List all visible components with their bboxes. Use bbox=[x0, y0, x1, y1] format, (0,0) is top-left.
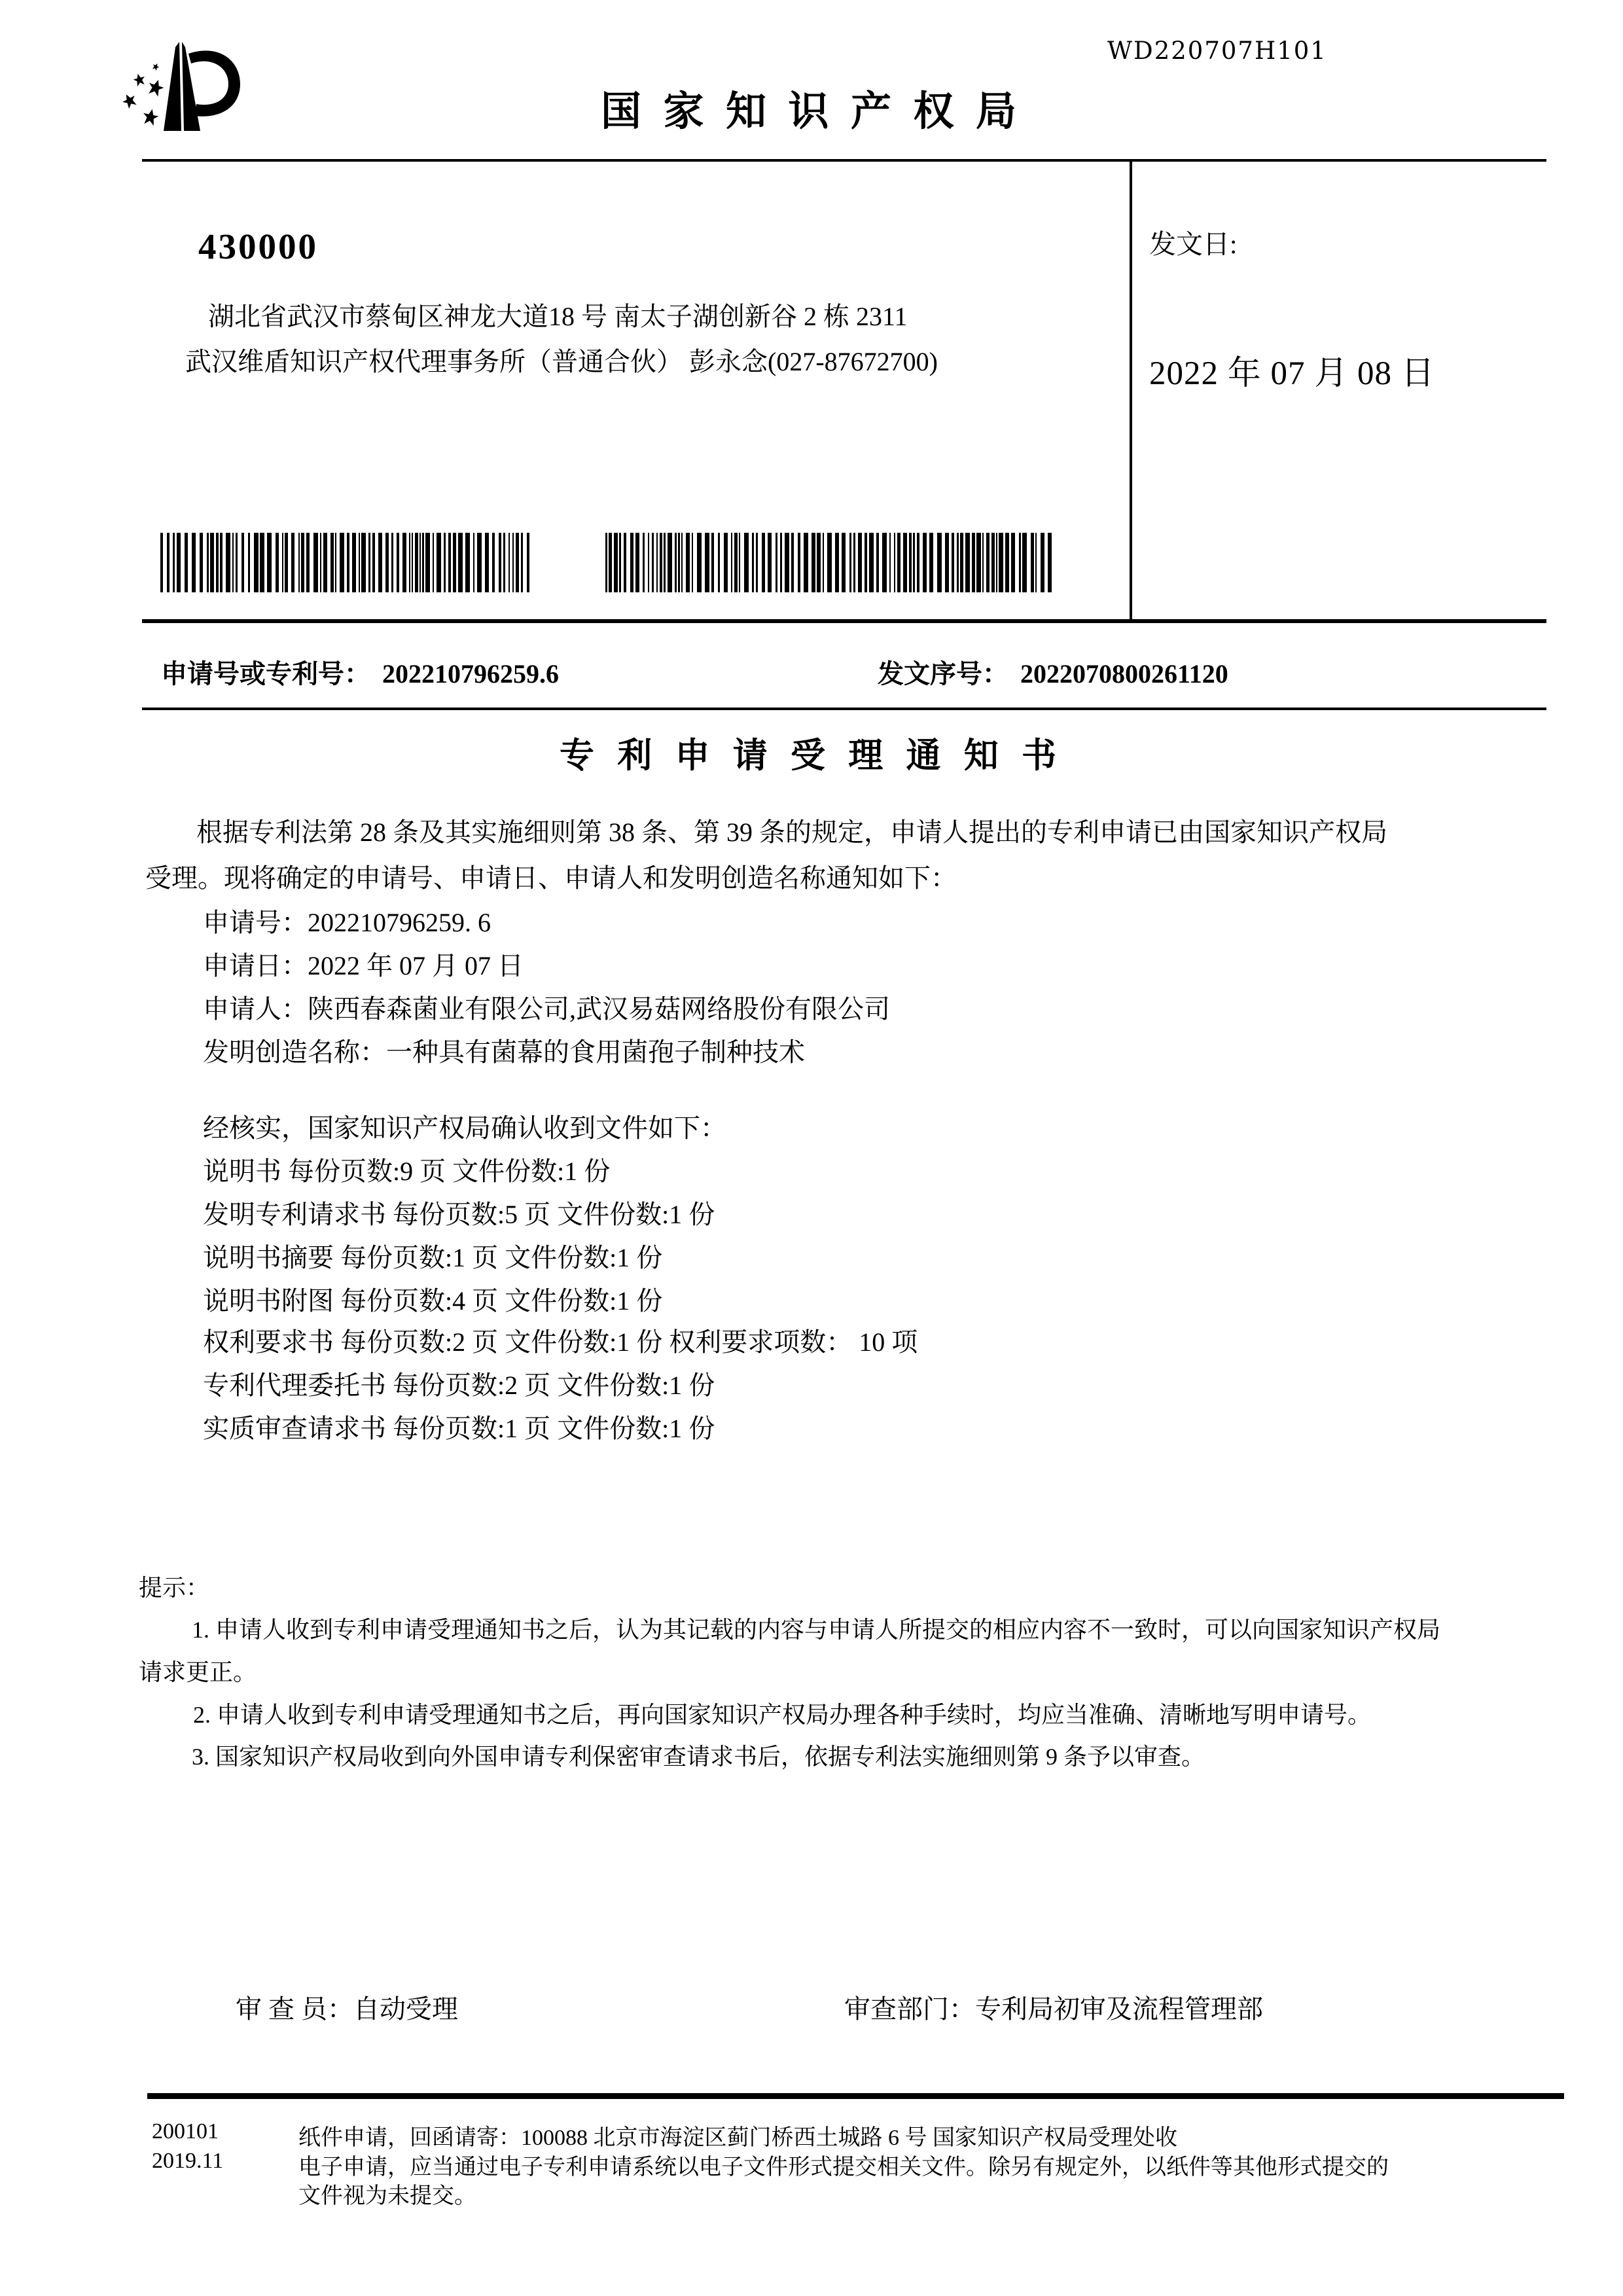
application-number-value: 202210796259.6 bbox=[382, 659, 559, 689]
tip-line: 2. 申请人收到专利申请受理通知书之后，再向国家知识产权局办理各种手续时，均应当准确、清晰地写明申请号。 bbox=[193, 1702, 1372, 1728]
field-invention-title bbox=[203, 1031, 805, 1069]
field-label: 申请号： bbox=[203, 908, 308, 937]
field-value: 202210796259. 6 bbox=[308, 908, 491, 937]
document-item: 说明书摘要 每份页数:1 页 文件份数:1 份 bbox=[203, 1243, 663, 1272]
tip-line: 1. 申请人收到专利申请受理通知书之后，认为其记载的内容与申请人所提交的相应内容不一致时，可以向国家知识产权局 bbox=[192, 1617, 1441, 1643]
department-group bbox=[844, 1988, 1263, 2026]
numbers-row-bottom-rule bbox=[142, 708, 1546, 710]
serial-number-group bbox=[878, 653, 1228, 691]
footer-instruction-line1: 纸件申请，回函请寄：100088 北京市海淀区蓟门桥西土城路 6 号 国家知识产权局受理处收 bbox=[298, 2126, 1177, 2150]
tips-label: 提示： bbox=[139, 1575, 210, 1601]
tip-line: 请求更正。 bbox=[139, 1659, 257, 1685]
agency-title: 国 家 知 识 产 权 局 bbox=[600, 90, 1022, 134]
field-label: 申请日： bbox=[203, 951, 308, 980]
application-number-group bbox=[161, 653, 559, 691]
footer-instruction-line3: 文件视为未提交。 bbox=[298, 2184, 476, 2208]
intro-paragraph-line1: 根据专利法第 28 条及其实施细则第 38 条、第 39 条的规定，申请人提出的专利申请已由国家知识产权局 bbox=[196, 817, 1387, 847]
department-label: 审查部门： bbox=[844, 1994, 975, 2024]
document-ref-code: WD220707H101 bbox=[1107, 37, 1327, 65]
examiner-label: 审 查 员： bbox=[236, 1994, 353, 2024]
header-box-top-rule bbox=[142, 159, 1546, 162]
field-label: 申请人： bbox=[203, 994, 308, 1024]
intro-paragraph-line2: 受理。现将确定的申请号、申请日、申请人和发明创造名称通知如下： bbox=[145, 863, 957, 893]
field-value: 一种具有菌幕的食用菌孢子制种技术 bbox=[386, 1037, 805, 1067]
document-item: 实质审查请求书 每份页数:1 页 文件份数:1 份 bbox=[203, 1414, 715, 1443]
document-item: 说明书附图 每份页数:4 页 文件份数:1 份 bbox=[203, 1286, 663, 1316]
field-applicant bbox=[203, 988, 890, 1026]
examiner-group bbox=[236, 1988, 458, 2026]
footer-rule bbox=[147, 2093, 1564, 2099]
field-value: 2022 年 07 月 07 日 bbox=[308, 951, 524, 980]
issue-date-value: 2022 年 07 月 08 日 bbox=[1149, 355, 1435, 392]
application-number-label: 申请号或专利号： bbox=[161, 659, 370, 689]
header-box-bottom-rule bbox=[142, 619, 1546, 623]
recipient-address-line2: 武汉维盾知识产权代理事务所（普通合伙） 彭永念(027-87672700) bbox=[185, 347, 938, 376]
header-box-divider bbox=[1130, 159, 1132, 622]
notice-title: 专 利 申 请 受 理 通 知 书 bbox=[560, 737, 1063, 775]
department-value: 专利局初审及流程管理部 bbox=[975, 1994, 1263, 2024]
serial-number-label: 发文序号： bbox=[878, 659, 1008, 689]
document-item: 说明书 每份页数:9 页 文件份数:1 份 bbox=[203, 1157, 611, 1186]
document-item: 权利要求书 每份页数:2 页 文件份数:1 份 权利要求项数： 10 项 bbox=[203, 1327, 918, 1357]
document-item: 发明专利请求书 每份页数:5 页 文件份数:1 份 bbox=[203, 1200, 715, 1229]
document-item: 专利代理委托书 每份页数:2 页 文件份数:1 份 bbox=[203, 1371, 715, 1400]
recipient-address-line1: 湖北省武汉市蔡甸区神龙大道18 号 南太子湖创新谷 2 栋 2311 bbox=[208, 302, 908, 331]
field-application-number bbox=[203, 902, 491, 939]
field-application-date bbox=[203, 945, 524, 982]
examiner-value: 自动受理 bbox=[353, 1994, 458, 2024]
field-value: 陕西春森菌业有限公司,武汉易菇网络股份有限公司 bbox=[308, 994, 890, 1024]
footer-form-code: 200101 bbox=[152, 2119, 219, 2144]
confirmation-line: 经核实，国家知识产权局确认收到文件如下： bbox=[203, 1113, 726, 1143]
footer-form-version: 2019.11 bbox=[152, 2149, 224, 2173]
postal-code: 430000 bbox=[198, 226, 318, 266]
barcode-icon bbox=[160, 533, 530, 592]
tip-line: 3. 国家知识产权局收到向外国申请专利保密审查请求书后，依据专利法实施细则第 9 条予以审查。 bbox=[192, 1744, 1205, 1770]
barcode-icon bbox=[605, 533, 1054, 592]
serial-number-value: 2022070800261120 bbox=[1020, 659, 1228, 689]
issue-date-label: 发文日: bbox=[1149, 229, 1238, 259]
footer-instruction-line2: 电子申请，应当通过电子专利申请系统以电子文件形式提交相关文件。除另有规定外，以纸件等其他形式提交的 bbox=[298, 2155, 1389, 2179]
field-label: 发明创造名称： bbox=[203, 1037, 386, 1067]
